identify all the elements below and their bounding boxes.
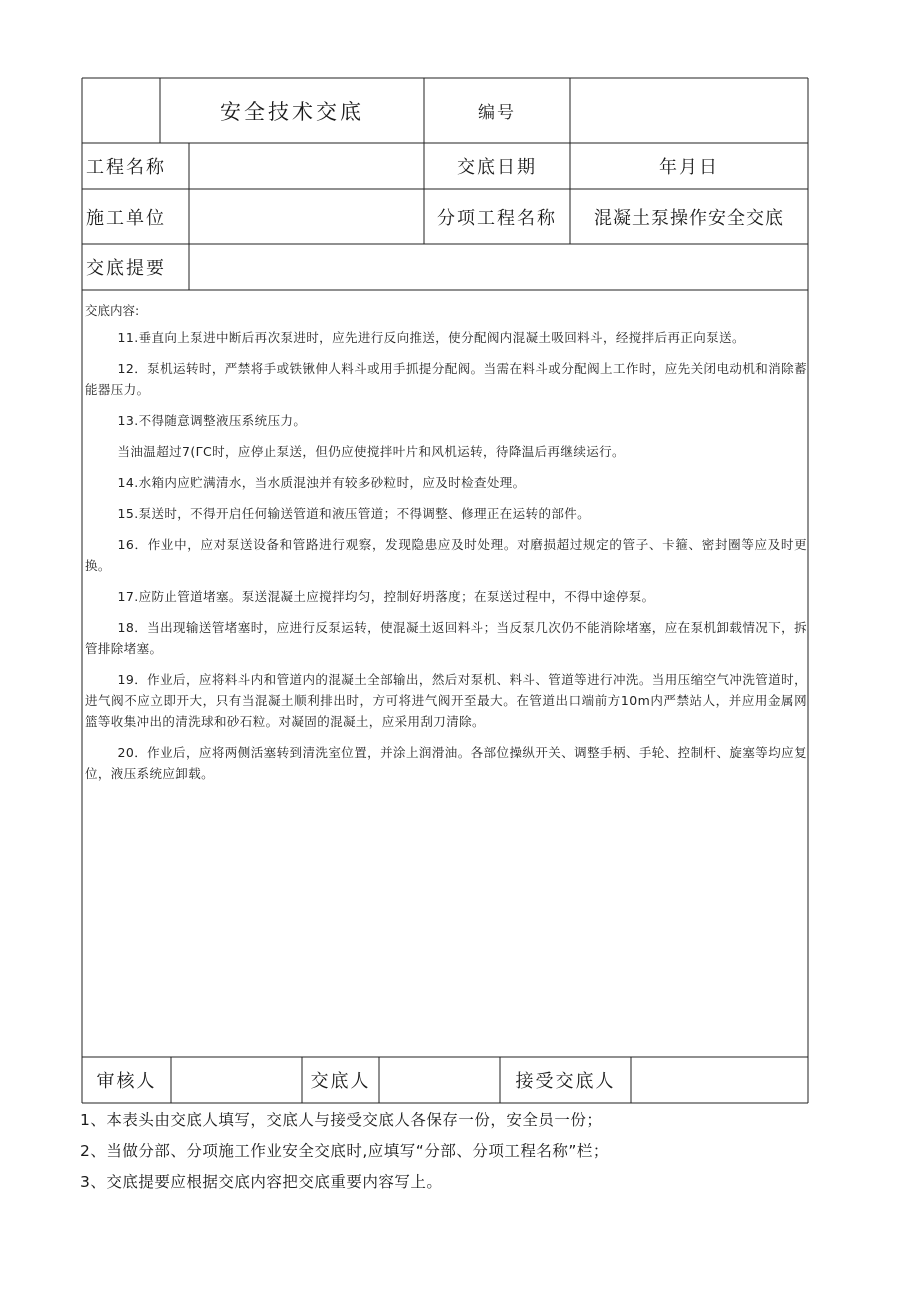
content-paragraph: 12．泵机运转时，严禁将手或铁锹伸人料斗或用手抓提分配阀。当需在料斗或分配阀上工作时，应先关闭电动机和消除蓄能器压力。 [85, 361, 807, 397]
date-label: 交底日期 [457, 157, 537, 178]
receiver-value[interactable] [631, 1057, 808, 1103]
construction-unit-label: 施工单位 [86, 207, 166, 229]
content-paragraph: 11.垂直向上泵进中断后再次泵进时，应先进行反向推送，使分配阀内混凝土吸回料斗，经搅拌后再正向泵送。 [117, 330, 745, 345]
footnotes [80, 1108, 609, 1201]
reviewer-label: 审核人 [96, 1071, 157, 1092]
content-paragraph: 当油温超过7(ΓC时，应停止泵送，但仍应使搅拌叶片和风机运转，待降温后再继续运行。 [117, 444, 625, 459]
date-value[interactable]: 年月日 [659, 157, 719, 178]
disclosure-content [85, 301, 807, 794]
number-label: 编号 [478, 103, 516, 123]
project-name-value[interactable] [189, 143, 424, 189]
footnote: 3、交底提要应根据交底内容把交底重要内容写上。 [80, 1173, 443, 1191]
content-paragraph: 18．当出现输送管堵塞时，应进行反泵运转，使混凝土返回料斗；当反泵几次仍不能消除堵塞，应在泵机卸载情况下，拆管排除堵塞。 [85, 620, 807, 656]
content-paragraph: 15.泵送时，不得开启任何输送管道和液压管道；不得调整、修理正在运转的部件。 [117, 506, 591, 521]
content-paragraph: 14.水箱内应贮满清水，当水质混浊并有较多砂粒时，应及时检查处理。 [117, 475, 526, 490]
reviewer-value[interactable] [171, 1057, 302, 1103]
discloser-value[interactable] [379, 1057, 500, 1103]
discloser-label: 交底人 [310, 1071, 371, 1092]
project-name-label: 工程名称 [86, 157, 166, 178]
construction-unit-value[interactable] [189, 189, 424, 244]
number-value[interactable] [570, 78, 808, 143]
content-paragraph: 19．作业后，应将料斗内和管道内的混凝土全部输出，然后对泵机、料斗、管道等进行冲洗。当用压缩空气冲洗管道时，进气阀不应立即开大，只有当混凝土顺利排出时，方可将进气阀开至最大。在管道出口端前方10m内严禁站人，并应用金属网篮等收集冲出的清洗球和砂石粒。对凝固的混凝土，应采用刮刀清除。 [85, 672, 807, 729]
summary-label: 交底提要 [86, 258, 166, 279]
summary-value[interactable] [189, 244, 808, 290]
content-heading: 交底内容: [85, 303, 140, 318]
receiver-label: 接受交底人 [515, 1071, 616, 1092]
content-paragraph: 13.不得随意调整液压系统压力。 [117, 413, 307, 428]
content-paragraph: 20．作业后，应将两侧活塞转到清洗室位置，并涂上润滑油。各部位操纵开关、调整手柄、手轮、控制杆、旋塞等均应复位，液压系统应卸载。 [85, 745, 807, 781]
content-paragraph: 16．作业中，应对泵送设备和管路进行观察，发现隐患应及时处理。对磨损超过规定的管子、卡箍、密封圈等应及时更换。 [85, 537, 807, 573]
subproject-name-value[interactable]: 混凝土泵操作安全交底 [594, 207, 784, 229]
footnote: 2、当做分部、分项施工作业安全交底时,应填写“分部、分项工程名称”栏； [80, 1142, 609, 1160]
document-title: 安全技术交底 [220, 99, 364, 124]
content-paragraph: 17.应防止管道堵塞。泵送混凝土应搅拌均匀，控制好坍落度；在泵送过程中，不得中途停泵。 [117, 589, 655, 604]
footnote: 1、本表头由交底人填写，交底人与接受交底人各保存一份，安全员一份； [80, 1111, 603, 1129]
subproject-name-label: 分项工程名称 [437, 207, 557, 229]
